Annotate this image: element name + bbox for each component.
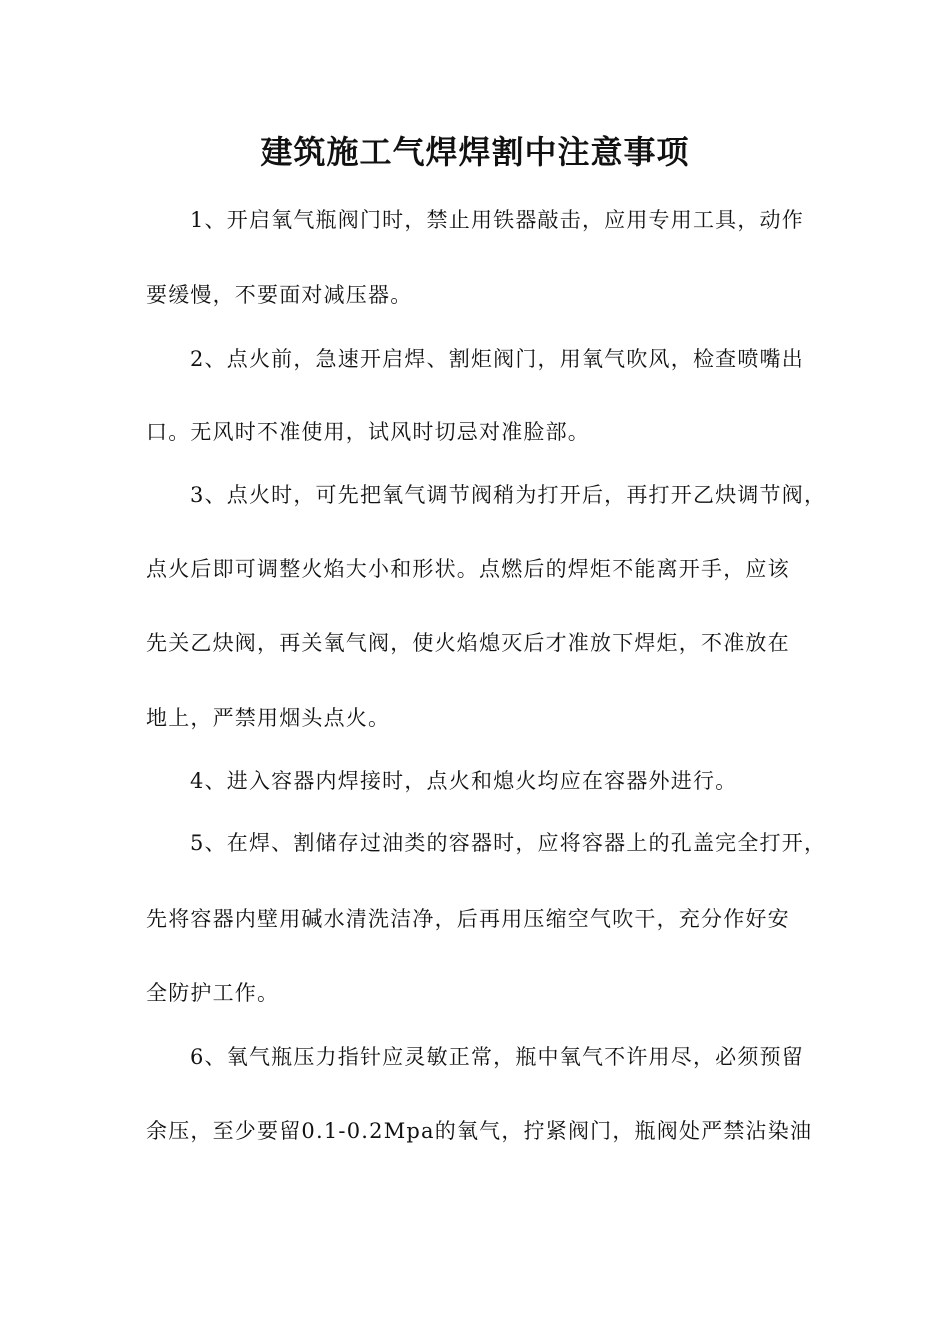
paragraph-4-line-1: 4、进入容器内焊接时，点火和熄火均应在容器外进行。	[190, 769, 738, 793]
paragraph-6-line-1: 6、氧气瓶压力指针应灵敏正常，瓶中氧气不许用尽，必须预留	[190, 1045, 804, 1069]
paragraph-6-line-2: 余压，至少要留0.1-0.2Mpa的氧气，拧紧阀门，瓶阀处严禁沾染油	[146, 1119, 813, 1143]
paragraph-5-line-3: 全防护工作。	[146, 981, 280, 1005]
paragraph-1-line-2: 要缓慢，不要面对减压器。	[146, 283, 413, 307]
paragraph-1-line-1: 1、开启氧气瓶阀门时，禁止用铁器敲击，应用专用工具，动作	[190, 208, 804, 232]
document-title: 建筑施工气焊焊割中注意事项	[260, 133, 690, 171]
paragraph-5-line-2: 先将容器内壁用碱水清洗洁净，后再用压缩空气吹干，充分作好安	[146, 907, 790, 931]
paragraph-2-line-2: 口。无风时不准使用，试风时切忌对准脸部。	[146, 420, 590, 444]
paragraph-3-line-1: 3、点火时，可先把氧气调节阀稍为打开后，再打开乙炔调节阀，	[190, 483, 827, 507]
paragraph-3-line-3: 先关乙炔阀，再关氧气阀，使火焰熄灭后才准放下焊炬，不准放在	[146, 631, 790, 655]
paragraph-2-line-1: 2、点火前，急速开启焊、割炬阀门，用氧气吹风，检查喷嘴出	[190, 347, 804, 371]
paragraph-3-line-4: 地上，严禁用烟头点火。	[146, 706, 391, 730]
paragraph-5-line-1: 5、在焊、割储存过油类的容器时，应将容器上的孔盖完全打开，	[190, 831, 827, 855]
paragraph-3-line-2: 点火后即可调整火焰大小和形状。点燃后的焊炬不能离开手，应该	[146, 557, 790, 581]
